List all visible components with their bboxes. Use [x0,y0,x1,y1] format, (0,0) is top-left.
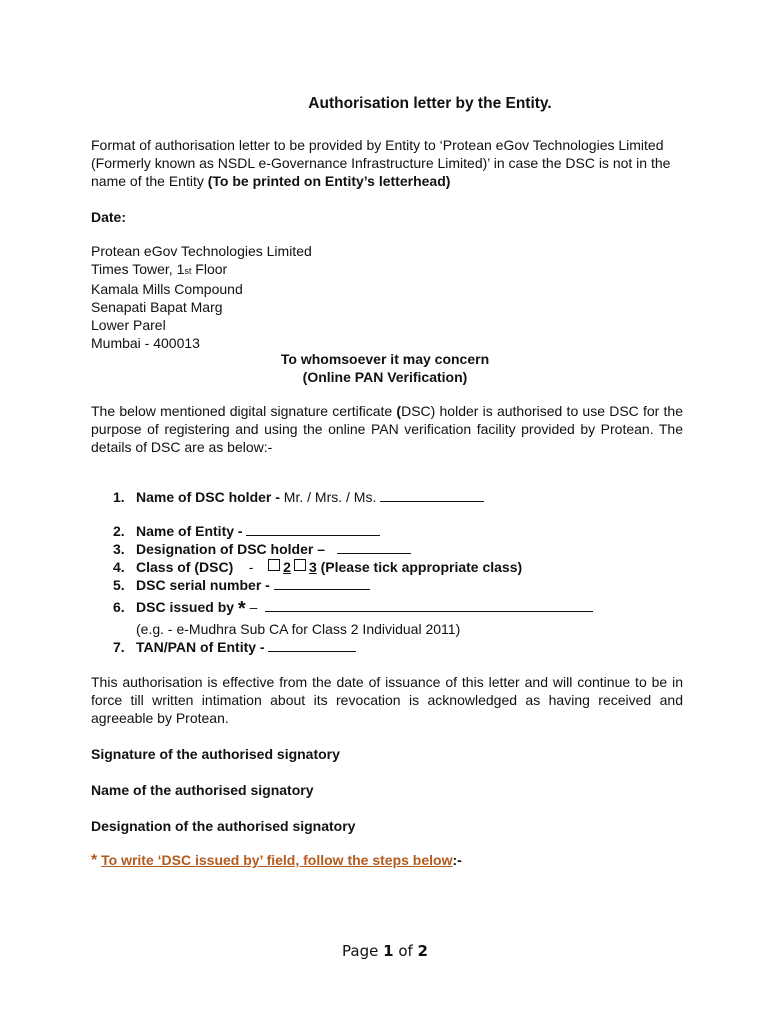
document-title: Authorisation letter by the Entity. [308,95,552,112]
note: * To write ‘DSC issued by’ field, follow the steps below:- [91,852,462,869]
list-item: 5. DSC serial number - [113,576,370,594]
asterisk-icon: * [237,598,246,620]
asterisk-icon: * [91,852,98,869]
dsc-issued-steps-link[interactable]: To write ‘DSC issued by’ field, follow the steps below [101,852,453,868]
list-item: 2. Name of Entity - [113,522,380,540]
blank-line [265,598,593,612]
blank-line [337,540,411,554]
concern-heading: To whomsoever it may concern [280,351,490,367]
blank-line [268,638,356,652]
body-paragraph: The below mentioned digital signature certificate (DSC) holder is authorised to use DSC for the purpose of registering and using the online PAN verification facility provided by Protean. The details of DSC are as below:- [91,403,683,455]
dsc-issued-example: (e.g. - e-Mudhra Sub CA for Class 2 Individual 2011) [136,621,461,637]
list-item: 4. Class of (DSC) - 2 3 (Please tick appropriate class) [113,559,523,575]
intro-paragraph: Format of authorisation letter to be provided by Entity to ‘Protean eGov Technologies Limited (Formerly known as NSDL e-Governance Infrastructure Limited)’ in case the DSC is not in the name of the Entity (To be printed on Entity’s letterhead) [91,137,671,189]
list-item: 6. DSC issued by * – [113,598,593,618]
blank-line [274,576,370,590]
blank-line [246,522,380,536]
class-2-checkbox[interactable] [268,559,280,571]
signatory-designation-label: Designation of the authorised signatory [91,818,356,834]
class-3-checkbox[interactable] [294,559,306,571]
blank-line [380,488,484,502]
list-item: 1. Name of DSC holder - Mr. / Mrs. / Ms. [113,488,484,506]
list-item: 3. Designation of DSC holder – [113,540,411,558]
date-label: Date: [91,209,127,225]
page-number: Page 1 of 2 [342,942,428,960]
effect-paragraph: This authorisation is effective from the date of issuance of this letter and will continue to be in force till written intimation about its revocation is acknowledged as having received and agreeable by Protean. [91,674,683,726]
subject-heading: (Online PAN Verification) [302,369,468,385]
signature-label: Signature of the authorised signatory [91,746,340,762]
signatory-name-label: Name of the authorised signatory [91,782,314,798]
list-item: 7. TAN/PAN of Entity - [113,638,356,656]
address-block: Protean eGov Technologies Limited Times Tower, 1st Floor Kamala Mills Compound Senapati Bapat Marg Lower Parel Mumbai - 400013 [91,243,312,351]
